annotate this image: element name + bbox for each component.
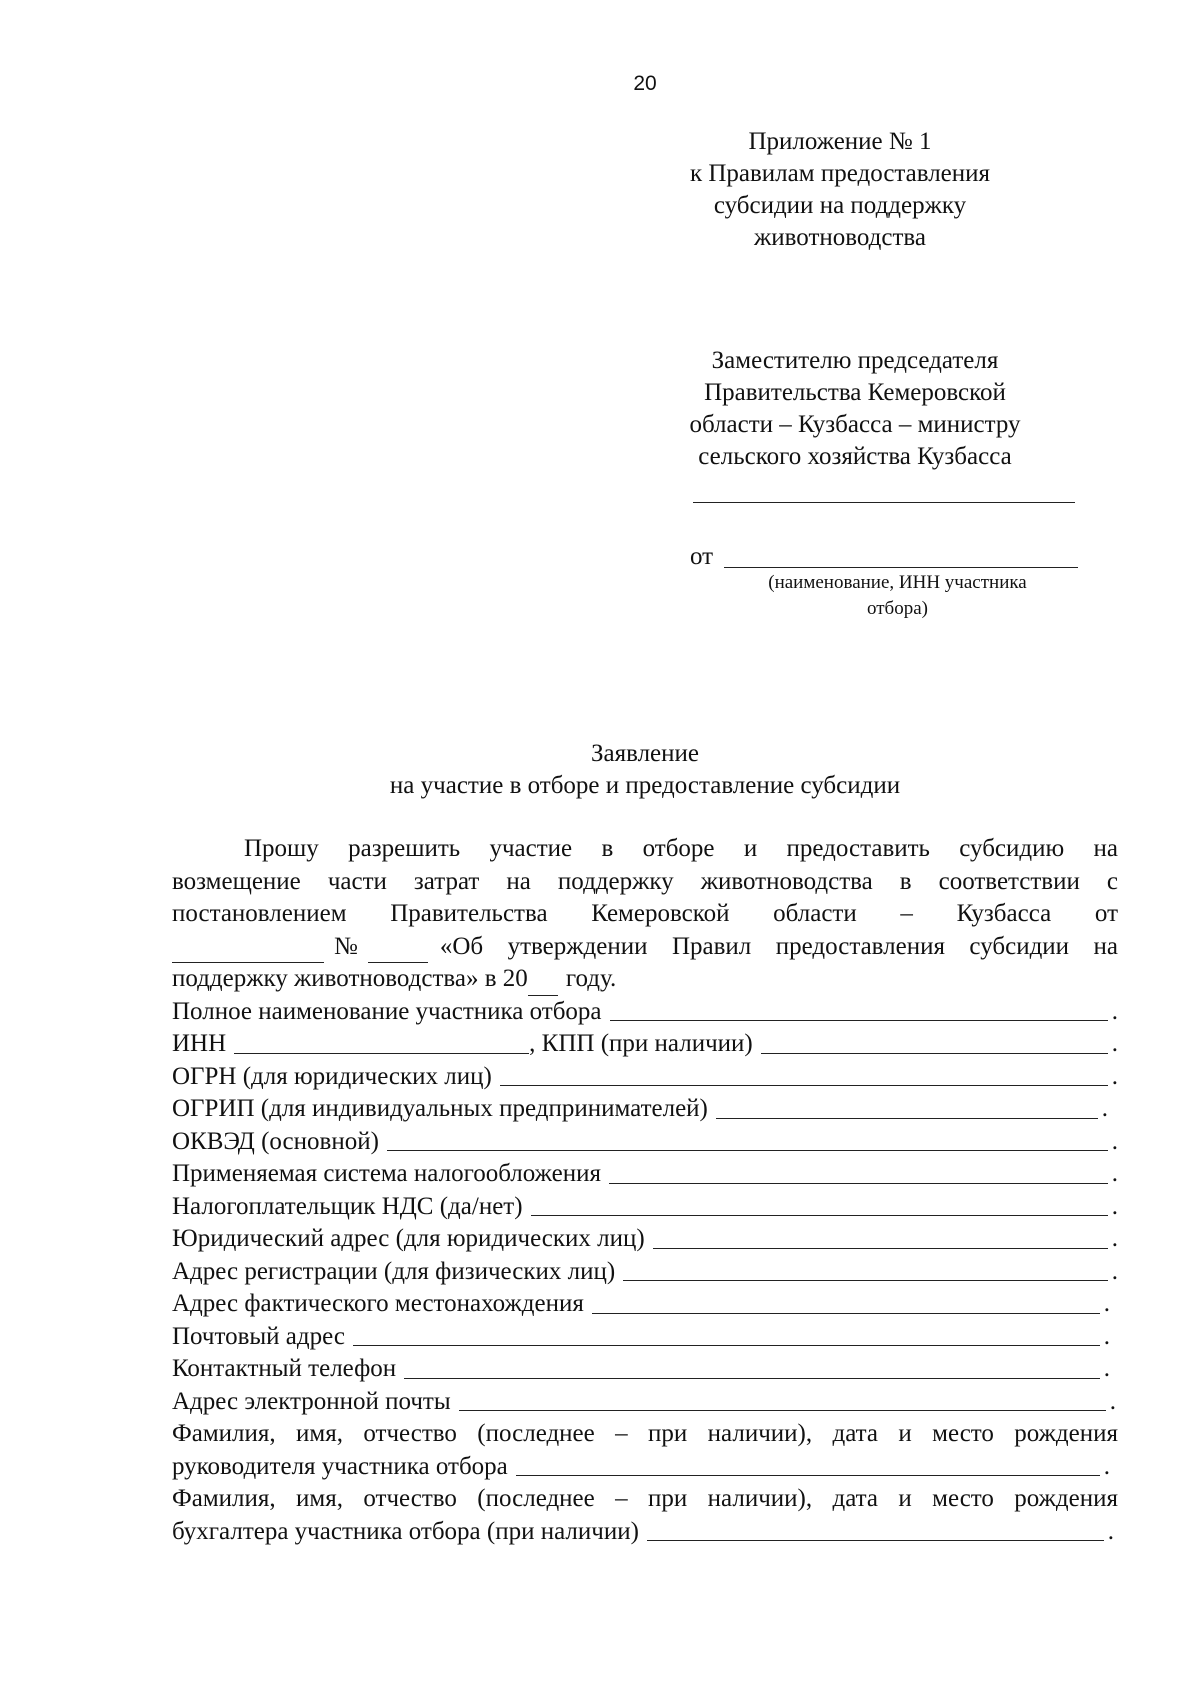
field-end: .	[1111, 1225, 1118, 1252]
field-end: .	[1111, 997, 1118, 1025]
phone-blank[interactable]	[404, 1377, 1100, 1379]
field-label: ОКВЭД (основной)	[172, 1127, 379, 1155]
field-end: .	[1103, 1322, 1110, 1350]
appendix-line: Приложение № 1	[748, 128, 932, 155]
full-name-blank[interactable]	[610, 1019, 1108, 1021]
field-label: бухгалтера участника отбора (при наличии)	[172, 1517, 639, 1545]
request-text: году.	[565, 965, 617, 992]
field-label: Адрес регистрации (для физических лиц)	[172, 1257, 616, 1285]
resolution-number-blank[interactable]	[368, 940, 428, 963]
field-label: Применяемая система налогообложения	[172, 1160, 601, 1187]
from-note	[735, 570, 1060, 622]
field-label: , КПП (при наличии)	[529, 1030, 753, 1057]
tax-system-blank[interactable]	[609, 1182, 1108, 1184]
field-end: .	[1111, 1127, 1118, 1155]
vat-payer-blank[interactable]	[531, 1214, 1108, 1216]
field-end: .	[1103, 1290, 1110, 1317]
field-email	[172, 1386, 1118, 1419]
field-label: Полное наименование участника отбора	[172, 997, 602, 1025]
field-label: ОГРИП (для индивидуальных предпринимателей)	[172, 1095, 708, 1122]
okved-blank[interactable]	[387, 1149, 1108, 1151]
field-end: .	[1111, 1160, 1118, 1187]
from-name-blank[interactable]	[724, 567, 1078, 568]
field-head-label: Фамилия, имя, отчество (последнее – при наличии), дата и место рождения	[172, 1420, 1118, 1447]
year-blank[interactable]	[528, 973, 558, 996]
title-line: Заявление	[590, 740, 700, 767]
addressee-line: сельского хозяйства Кузбасса	[698, 443, 1012, 470]
field-accountant	[172, 1516, 1118, 1549]
field-actual-address	[172, 1288, 1118, 1321]
request-line: постановлением Правительства Кемеровской области – Кузбасса от	[172, 900, 1118, 927]
email-blank[interactable]	[459, 1409, 1106, 1411]
field-legal-address	[172, 1223, 1118, 1256]
request-line: возмещение части затрат на поддержку животноводства в соответствии с	[172, 867, 1118, 895]
request-text: поддержку животноводства» в 20	[172, 965, 528, 992]
field-end: .	[1111, 1062, 1118, 1090]
appendix-line: к Правилам предоставления	[689, 160, 991, 187]
from-note-line: (наименование, ИНН участника	[768, 572, 1027, 593]
actual-address-blank[interactable]	[592, 1312, 1100, 1314]
ogrn-blank[interactable]	[500, 1084, 1108, 1086]
appendix-line: животноводства	[754, 224, 926, 251]
field-end: .	[1103, 1452, 1110, 1480]
field-label: Адрес электронной почты	[172, 1387, 451, 1415]
field-end: .	[1101, 1095, 1108, 1122]
field-label: Почтовый адрес	[172, 1322, 345, 1350]
addressee-line: области – Кузбасса – министру	[689, 411, 1021, 438]
field-tax-system	[172, 1158, 1118, 1191]
request-line	[172, 931, 1118, 964]
application-body	[172, 833, 1118, 1548]
field-end: .	[1109, 1387, 1116, 1415]
field-label: Юридический адрес (для юридических лиц)	[172, 1225, 645, 1252]
legal-address-blank[interactable]	[653, 1247, 1108, 1249]
inn-blank[interactable]	[234, 1052, 529, 1054]
field-end: .	[1111, 1257, 1118, 1285]
addressee-block	[655, 345, 1055, 473]
field-end: .	[1107, 1517, 1114, 1545]
field-postal-address	[172, 1321, 1118, 1354]
from-label: от	[690, 543, 714, 570]
field-okved	[172, 1126, 1118, 1159]
field-full-name	[172, 996, 1118, 1029]
field-end: .	[1103, 1355, 1110, 1382]
field-label: Адрес фактического местонахождения	[172, 1290, 584, 1317]
kpp-blank[interactable]	[761, 1052, 1108, 1054]
registration-address-blank[interactable]	[623, 1279, 1108, 1281]
addressee-line: Заместителю председателя	[711, 347, 999, 374]
field-registration-address	[172, 1256, 1118, 1289]
field-label: Контактный телефон	[172, 1355, 397, 1382]
addressee-line: Правительства Кемеровской	[704, 379, 1006, 406]
accountant-blank[interactable]	[647, 1539, 1104, 1541]
field-ogrip	[172, 1093, 1118, 1126]
field-ogrn	[172, 1061, 1118, 1094]
addressee-name-blank[interactable]	[693, 502, 1075, 503]
title-line: на участие в отборе и предоставление субсидии	[389, 772, 901, 799]
field-label: руководителя участника отбора	[172, 1452, 508, 1480]
number-sign: №	[334, 932, 358, 960]
field-phone	[172, 1353, 1118, 1386]
field-head	[172, 1451, 1118, 1484]
postal-address-blank[interactable]	[353, 1344, 1100, 1346]
head-blank[interactable]	[516, 1474, 1100, 1476]
resolution-date-blank[interactable]	[172, 940, 324, 963]
appendix-line: субсидии на поддержку	[713, 192, 967, 219]
request-line	[172, 963, 1118, 996]
field-label: ОГРН (для юридических лиц)	[172, 1062, 492, 1090]
field-inn-kpp	[172, 1028, 1118, 1061]
page-number: 20	[633, 72, 657, 95]
field-end: .	[1111, 1030, 1118, 1057]
field-label: ИНН	[172, 1030, 227, 1057]
request-line: Прошу разрешить участие в отборе и предоставить субсидию на	[244, 835, 1118, 862]
request-text: «Об утверждении Правил предоставления субсидии на	[439, 932, 1118, 960]
ogrip-blank[interactable]	[716, 1117, 1098, 1119]
field-vat-payer	[172, 1191, 1118, 1224]
field-label: Налогоплательщик НДС (да/нет)	[172, 1192, 523, 1220]
field-accountant-label: Фамилия, имя, отчество (последнее – при наличии), дата и место рождения	[172, 1485, 1118, 1512]
appendix-header	[640, 126, 1040, 254]
field-end: .	[1111, 1192, 1118, 1220]
document-title	[0, 738, 1200, 802]
from-note-line: отбора)	[867, 598, 928, 619]
